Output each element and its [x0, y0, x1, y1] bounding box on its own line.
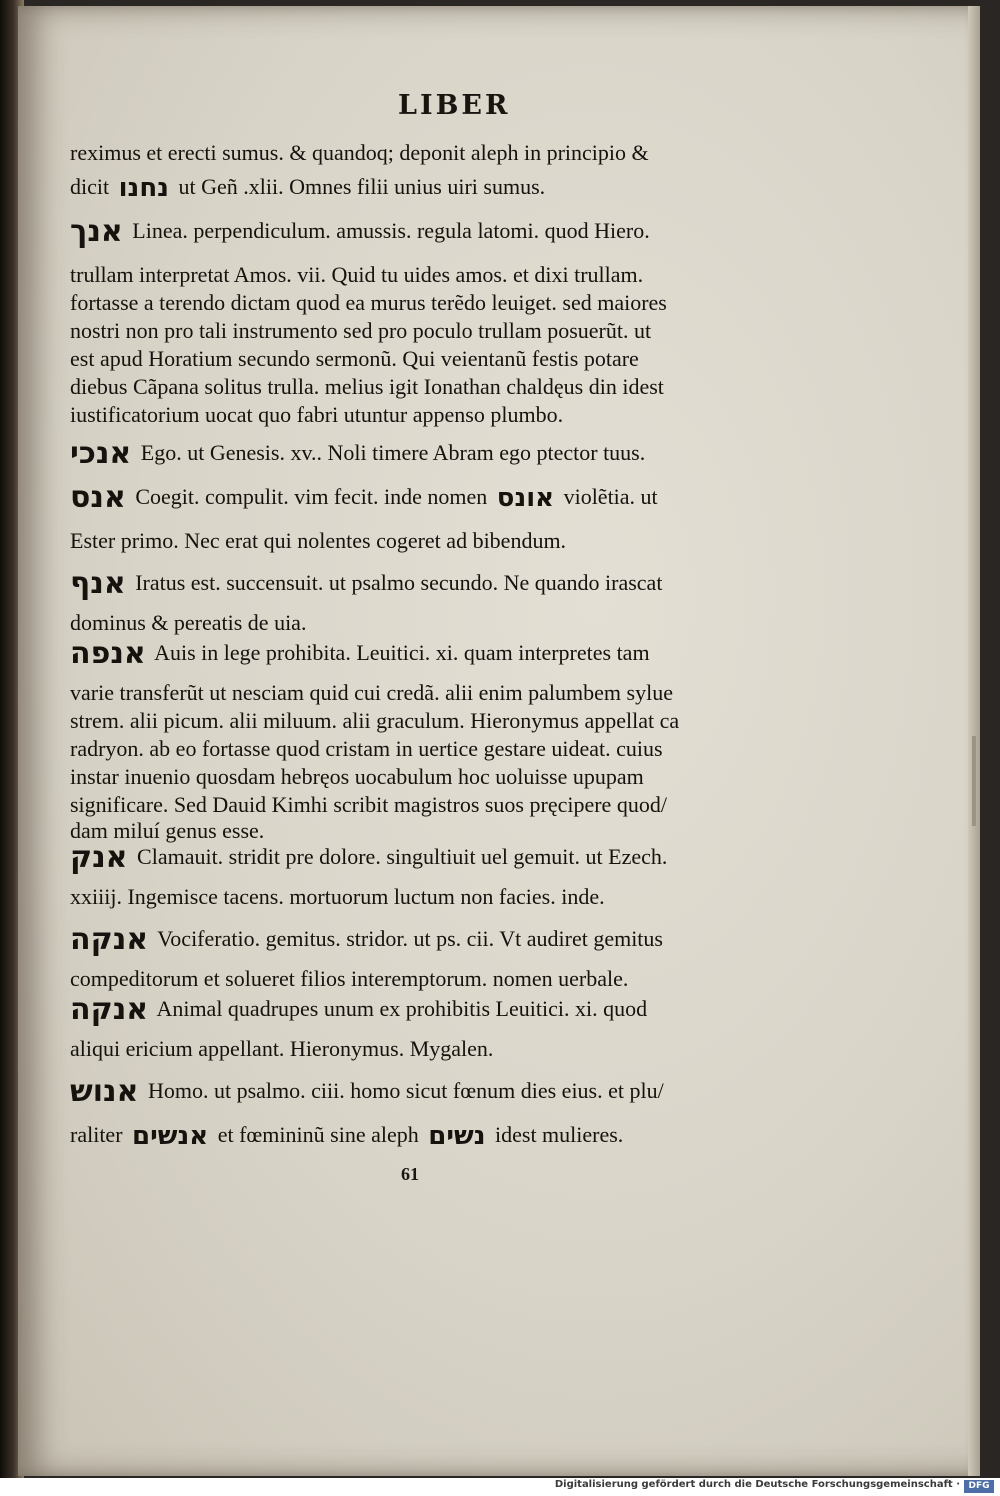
- hebrew-headword: אנוש: [70, 1074, 139, 1109]
- text-line: [70, 172, 545, 203]
- text-span: violẽtia. ut: [563, 484, 658, 509]
- text-span: dominus & pereatis de uia.: [70, 610, 307, 635]
- text-span: et fœmininũ sine aleph: [217, 1122, 419, 1147]
- dfg-logo-icon: DFG: [964, 1480, 994, 1493]
- text-line: [70, 1120, 623, 1151]
- hebrew-headword: אנפה: [70, 636, 146, 671]
- text-span: raliter: [70, 1122, 123, 1147]
- entry-line: [70, 438, 645, 469]
- text-line: [70, 344, 639, 374]
- text-span: Homo. ut psalmo. ciii. homo sicut fœnum dies eius. et plu/: [147, 1078, 664, 1103]
- text-line: [70, 762, 644, 792]
- text-line: [70, 372, 664, 402]
- hebrew-word: נשים: [428, 1121, 486, 1151]
- hebrew-headword: אנכי: [70, 436, 132, 471]
- book-page: [18, 6, 980, 1476]
- text-span: Ester primo. Nec erat qui nolentes cogeret ad bibendum.: [70, 528, 567, 553]
- text-span: Animal quadrupes unum ex prohibitis Leuitici. xi. quod: [156, 996, 648, 1021]
- entry-line: [70, 842, 667, 873]
- text-span: Clamauit. stridit pre dolore. singultiuit uel gemuit. ut Ezech.: [137, 844, 668, 869]
- digitization-footer: [0, 1478, 1000, 1496]
- text-span: compeditorum et solueret filios interemptorum. nomen uerbale.: [70, 966, 629, 991]
- text-line: [70, 260, 643, 290]
- hebrew-headword: אנס: [70, 480, 126, 515]
- hebrew-word: אונס: [496, 483, 555, 513]
- text-span: trullam interpretat Amos. vii. Quid tu uides amos. et dixi trullam.: [70, 262, 644, 287]
- hebrew-headword: אנף: [70, 566, 126, 601]
- text-span: Linea. perpendiculum. amussis. regula latomi. quod Hiero.: [132, 218, 650, 243]
- folio-number: 61: [401, 1164, 419, 1184]
- text-line: [70, 138, 649, 168]
- hebrew-headword: אנקה: [70, 922, 149, 957]
- hebrew-word: אנשים: [132, 1121, 209, 1151]
- text-span: instar inuenio quosdam hebręos uocabulum hoc uoluisse upupam: [70, 764, 644, 789]
- text-span: radryon. ab eo fortasse quod cristam in uertice gestare uideat. cuius: [70, 736, 663, 761]
- entry-line: [70, 1076, 664, 1107]
- text-line: [70, 734, 663, 764]
- text-span: Auis in lege prohibita. Leuitici. xi. quam interpretes tam: [154, 640, 650, 665]
- text-span: aliqui ericium appellant. Hieronymus. Mygalen.: [70, 1036, 494, 1061]
- text-span: iustificatorium uocat quo fabri utuntur appenso plumbo.: [70, 402, 564, 427]
- entry-line: [70, 482, 658, 513]
- text-span: strem. alii picum. alii miluum. alii graculum. Hieronymus appellat ca: [70, 708, 680, 733]
- text-span: varie transferũt ut nesciam quid cui credã. alii enim palumbem sylue: [70, 680, 673, 705]
- text-span: dam miluí genus esse.: [70, 818, 265, 843]
- text-line: [70, 288, 667, 318]
- text-span: Ego. ut Genesis. xv.. Noli timere Abram ego ptector tuus.: [140, 440, 646, 465]
- text-span: xxiiij. Ingemisce tacens. mortuorum luctum non facies. inde.: [70, 884, 605, 909]
- text-line: [70, 964, 628, 994]
- text-span: reximus et erecti sumus. & quandoq; deponit aleph in principio &: [70, 140, 649, 165]
- text-line: [70, 706, 679, 736]
- text-span: Vociferatio. gemitus. stridor. ut ps. cii. Vt audiret gemitus: [157, 926, 663, 951]
- entry-line: [70, 638, 650, 669]
- text-line: [70, 678, 673, 708]
- text-span: nostri non pro tali instrumento sed pro poculo trullam posuerũt. ut: [70, 318, 652, 343]
- text-span: diebus Cãpana solitus trulla. melius igit Ionathan chaldęus din idest: [70, 374, 664, 399]
- text-line: [70, 400, 563, 430]
- text-span: dicit: [70, 174, 110, 199]
- text-line: [70, 608, 306, 638]
- text-line: [70, 526, 566, 556]
- page-edge: [968, 6, 980, 1476]
- hebrew-headword: אנק: [70, 840, 128, 875]
- entry-line: [70, 216, 650, 247]
- entry-line: [70, 568, 662, 599]
- text-span: idest mulieres.: [495, 1122, 624, 1147]
- hebrew-headword: אנקה: [70, 992, 149, 1027]
- text-span: est apud Horatium secundo sermonũ. Qui veientanũ festis potare: [70, 346, 639, 371]
- running-title: LIBER: [398, 90, 511, 121]
- text-span: ut Geñ .xlii. Omnes filii unius uiri sumus.: [178, 174, 546, 199]
- hebrew-headword: אנך: [70, 214, 123, 249]
- text-span: Iratus est. succensuit. ut psalmo secundo. Ne quando irascat: [135, 570, 663, 595]
- text-line: [70, 882, 605, 912]
- entry-line: [70, 994, 647, 1025]
- footer-credit: Digitalisierung gefördert durch die Deutsche Forschungsgemeinschaft ·: [554, 1479, 960, 1490]
- text-span: significare. Sed Dauid Kimhi scribit magistros suos pręcipere quod/: [70, 792, 667, 817]
- text-line: [70, 1034, 493, 1064]
- text-span: Coegit. compulit. vim fecit. inde nomen: [135, 484, 488, 509]
- text-span: fortasse a terendo dictam quod ea murus terẽdo leuiget. sed maiores: [70, 290, 667, 315]
- text-line: [70, 316, 651, 346]
- entry-line: [70, 924, 663, 955]
- hebrew-word: נחנו: [118, 173, 169, 203]
